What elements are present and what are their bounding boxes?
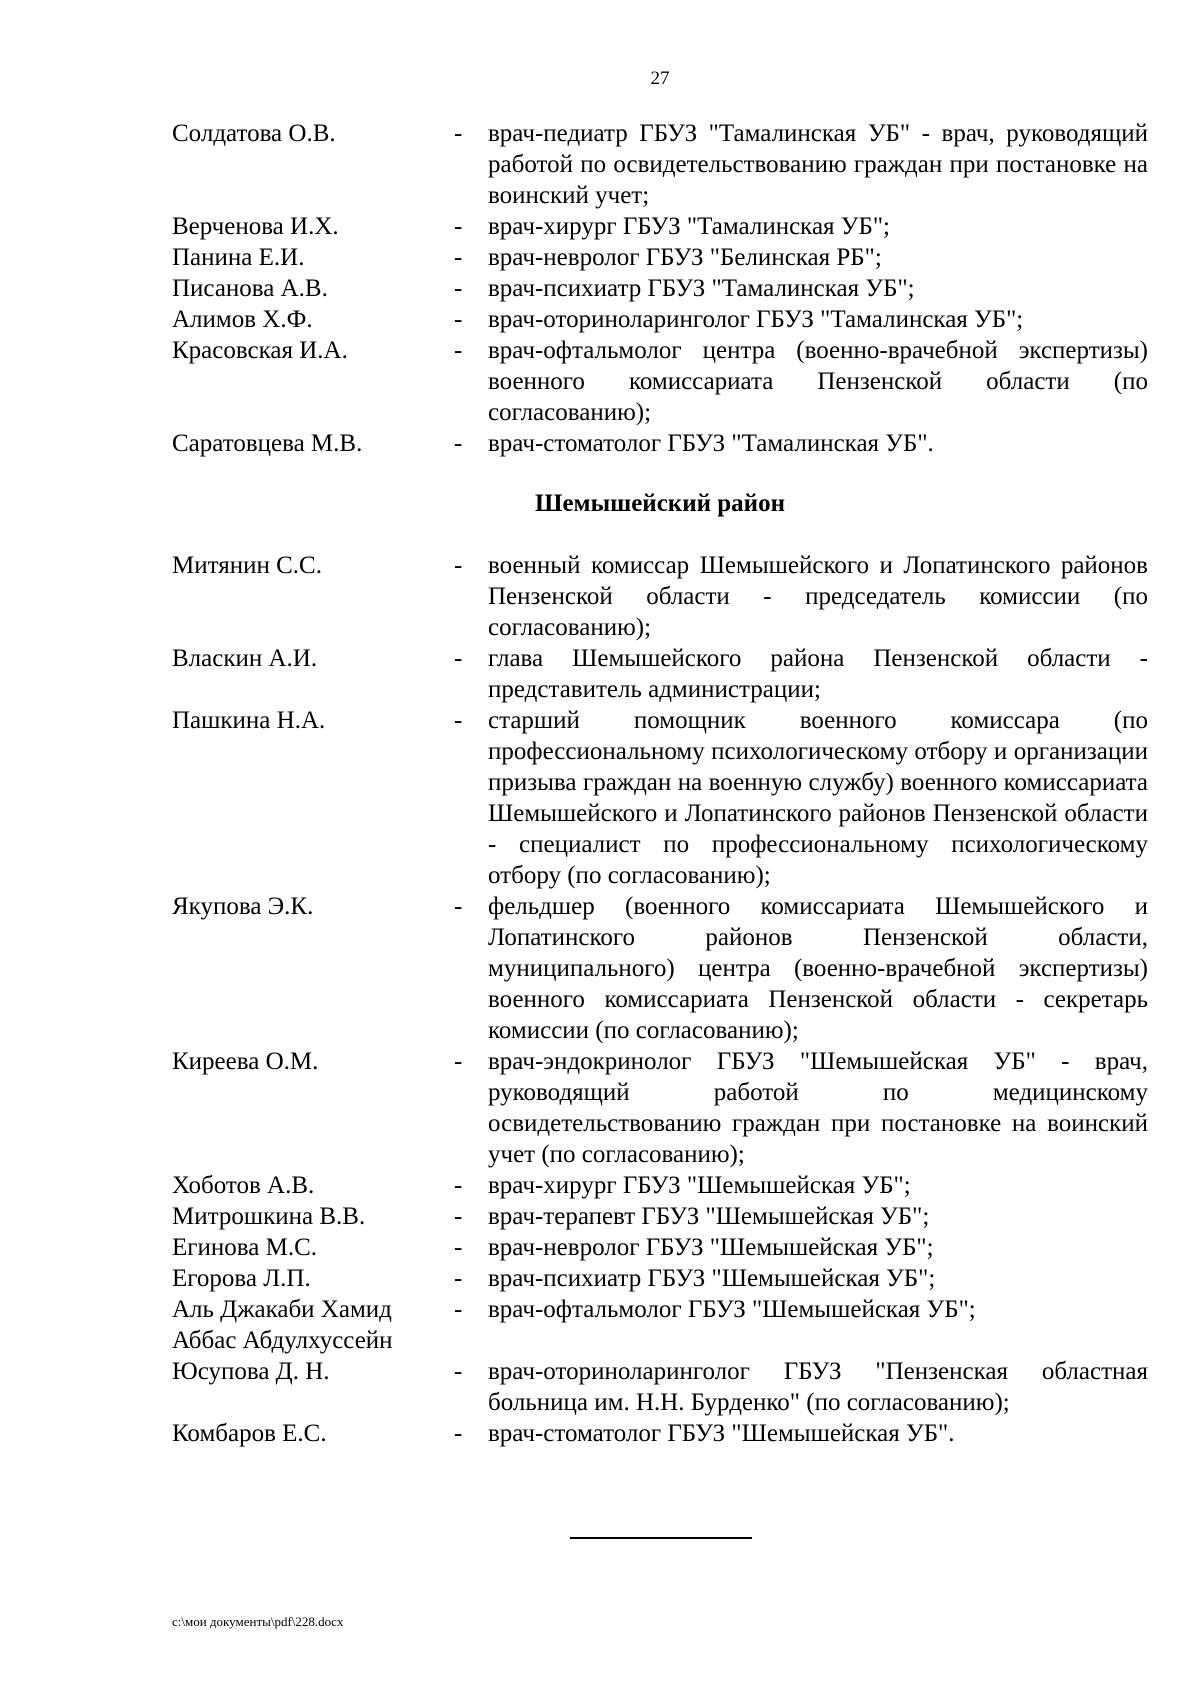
list-item (172, 428, 1148, 459)
member-name: Пашкина Н.А. (172, 707, 326, 734)
list-item (172, 242, 1148, 273)
dash-separator: - (454, 1172, 463, 1199)
member-name: Панина Е.И. (172, 244, 305, 271)
member-name: Аль Джакаби Хамид Аббас Абдулхуссейн (172, 1296, 393, 1354)
member-role: врач-невролог ГБУЗ "Шемышейская УБ"; (488, 1234, 934, 1261)
member-role: врач-терапевт ГБУЗ "Шемышейская УБ"; (488, 1203, 930, 1230)
member-role: врач-хирург ГБУЗ "Шемышейская УБ"; (488, 1172, 911, 1199)
member-role: врач-невролог ГБУЗ "Белинская РБ"; (488, 244, 882, 271)
member-role: врач-эндокринолог ГБУЗ "Шемышейская УБ" - врач, руководящий работой по медицинскому освидетельствованию граждан при постановке на воинский учет (по согласованию); (488, 1048, 1148, 1168)
member-name: Юсупова Д. Н. (172, 1358, 330, 1385)
member-role: врач-офтальмолог центра (военно-врачебной экспертизы) военного комиссариата Пензенской области (по согласованию); (488, 337, 1148, 426)
dash-separator: - (454, 707, 463, 734)
member-role: врач-оториноларинголог ГБУЗ "Тамалинская УБ"; (488, 306, 1024, 333)
dash-separator: - (454, 275, 463, 302)
dash-separator: - (454, 645, 463, 672)
list-item (172, 1263, 1148, 1294)
list-item (172, 891, 1148, 1046)
member-name: Егинова М.С. (172, 1234, 318, 1261)
dash-separator: - (454, 120, 463, 147)
dash-separator: - (454, 244, 463, 271)
dash-separator: - (454, 213, 463, 240)
page-number: 27 (650, 68, 670, 89)
list-item (172, 304, 1148, 335)
list-item (172, 1170, 1148, 1201)
member-role: врач-педиатр ГБУЗ "Тамалинская УБ" - врач, руководящий работой по освидетельствованию граждан при постановке на воинский учет; (488, 120, 1148, 209)
member-name: Комбаров Е.С. (172, 1420, 327, 1447)
list-item (172, 1232, 1148, 1263)
list-item (172, 643, 1148, 705)
dash-separator: - (454, 552, 463, 579)
member-name: Алимов Х.Ф. (172, 306, 313, 333)
list-item (172, 1201, 1148, 1232)
dash-separator: - (454, 1234, 463, 1261)
list-item (172, 1294, 1148, 1356)
member-role: военный комиссар Шемышейского и Лопатинского районов Пензенской области - председатель комиссии (по согласованию); (488, 552, 1148, 641)
list-item (172, 1356, 1148, 1418)
member-name: Киреева О.М. (172, 1048, 319, 1075)
section-shemysheysky-list (172, 550, 1148, 1449)
dash-separator: - (454, 1420, 463, 1447)
list-item (172, 1046, 1148, 1170)
member-role: врач-психиатр ГБУЗ "Тамалинская УБ"; (488, 275, 915, 302)
member-name: Красовская И.А. (172, 337, 348, 364)
dash-separator: - (454, 1048, 463, 1075)
dash-separator: - (454, 1296, 463, 1323)
dash-separator: - (454, 1203, 463, 1230)
member-name: Власкин А.И. (172, 645, 318, 672)
member-role: врач-хирург ГБУЗ "Тамалинская УБ"; (488, 213, 890, 240)
member-name: Митрошкина В.В. (172, 1203, 366, 1230)
list-item (172, 705, 1148, 891)
dash-separator: - (454, 306, 463, 333)
end-separator-line (570, 1537, 752, 1539)
member-role: врач-стоматолог ГБУЗ "Шемышейская УБ". (488, 1420, 955, 1447)
dash-separator: - (454, 430, 463, 457)
dash-separator: - (454, 1358, 463, 1385)
footer-file-path: c:\мои документы\pdf\228.docx (172, 1614, 344, 1629)
section-heading: Шемышейский район (535, 490, 785, 517)
member-role: старший помощник военного комиссара (по профессиональному психологическому отбору и организации призыва граждан на военную службу) военного комиссариата Шемышейского и Лопатинского районов Пензенской области - специалист по профессиональному психологическому отбору (по согласованию); (488, 707, 1148, 889)
section-tamalinsky-list (172, 118, 1148, 459)
list-item (172, 118, 1148, 211)
member-name: Писанова А.В. (172, 275, 328, 302)
member-name: Саратовцева М.В. (172, 430, 363, 457)
member-name: Митянин С.С. (172, 552, 322, 579)
member-role: врач-оториноларинголог ГБУЗ "Пензенская областная больница им. Н.Н. Бурденко" (по согласованию); (488, 1358, 1148, 1416)
member-name: Якупова Э.К. (172, 893, 314, 920)
dash-separator: - (454, 1265, 463, 1292)
member-role: фельдшер (военного комиссариата Шемышейского и Лопатинского районов Пензенской области, муниципального) центра (военно-врачебной экспертизы) военного комиссариата Пензенской области - секретарь комиссии (по согласованию); (488, 893, 1148, 1044)
list-item (172, 211, 1148, 242)
list-item (172, 550, 1148, 643)
member-role: врач-стоматолог ГБУЗ "Тамалинская УБ". (488, 430, 934, 457)
member-role: врач-офтальмолог ГБУЗ "Шемышейская УБ"; (488, 1296, 976, 1323)
dash-separator: - (454, 893, 463, 920)
member-role: глава Шемышейского района Пензенской области - представитель администрации; (488, 645, 1148, 703)
member-role: врач-психиатр ГБУЗ "Шемышейская УБ"; (488, 1265, 936, 1292)
member-name: Верченова И.Х. (172, 213, 339, 240)
list-item (172, 335, 1148, 428)
member-name: Солдатова О.В. (172, 120, 336, 147)
member-name: Егорова Л.П. (172, 1265, 311, 1292)
dash-separator: - (454, 337, 463, 364)
list-item (172, 1418, 1148, 1449)
member-name: Хоботов А.В. (172, 1172, 315, 1199)
list-item (172, 273, 1148, 304)
